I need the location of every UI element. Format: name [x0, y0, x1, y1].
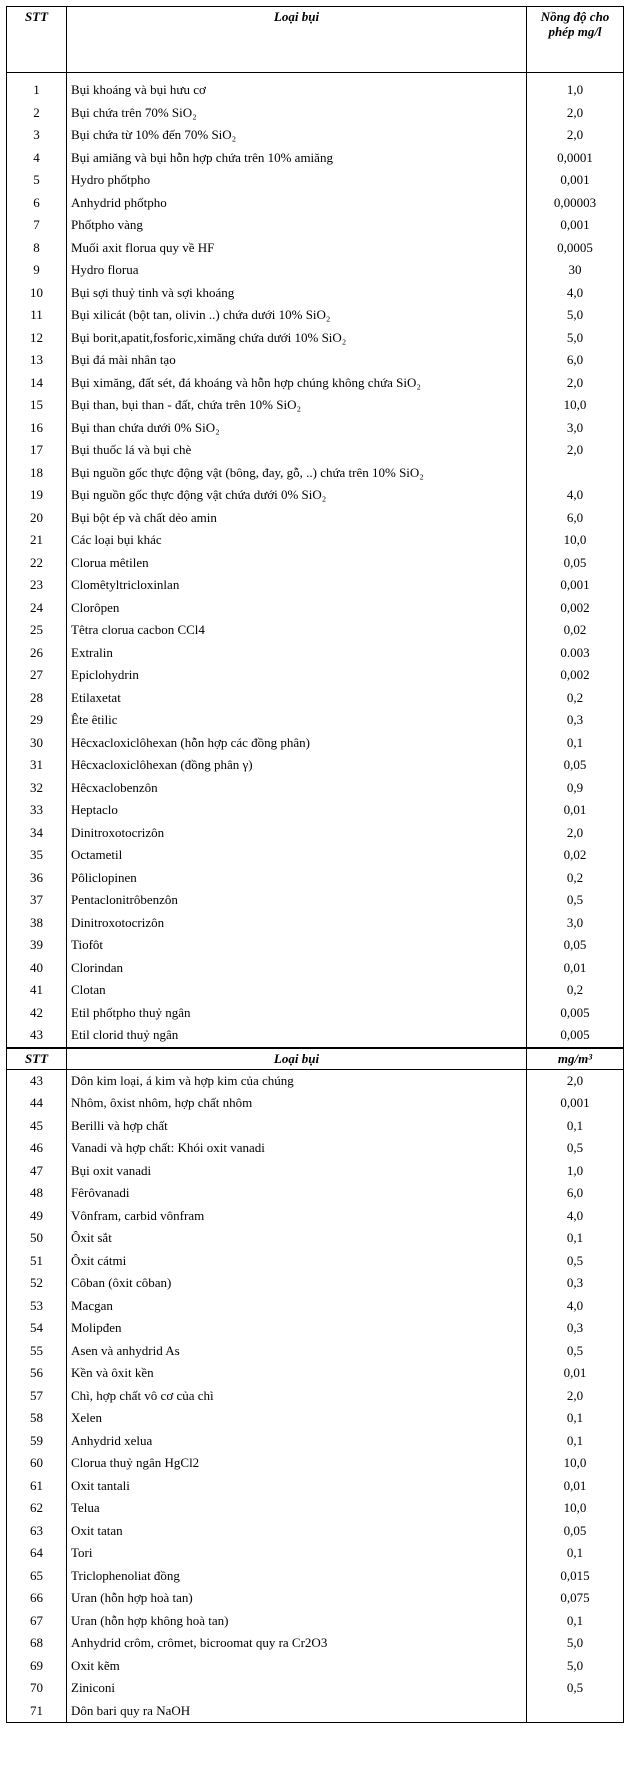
- dust-limits-document: [6, 6, 623, 1723]
- row-value: 0,5: [527, 1677, 624, 1700]
- row-dust-type: Dinitroxotocrizôn: [67, 912, 527, 935]
- row-dust-type: Etil phốtpho thuỷ ngân: [67, 1002, 527, 1025]
- table-row: [7, 799, 624, 822]
- row-stt: 57: [7, 1385, 67, 1408]
- row-value: 0,1: [527, 1115, 624, 1138]
- row-dust-type: Hydro phốtpho: [67, 169, 527, 192]
- row-dust-type: Dôn bari quy ra NaOH: [67, 1700, 527, 1723]
- row-value: 0,5: [527, 889, 624, 912]
- row-dust-type: Clomêtyltricloxinlan: [67, 574, 527, 597]
- row-value: 3,0: [527, 912, 624, 935]
- table-row: [7, 1700, 624, 1723]
- table-row: [7, 664, 624, 687]
- table-row: [7, 1092, 624, 1115]
- row-dust-type: Bụi xilicát (bột tan, olivin ..) chứa dưới 10% SiO₂: [67, 304, 527, 327]
- row-stt: 31: [7, 754, 67, 777]
- row-dust-type: Oxit tantali: [67, 1475, 527, 1498]
- row-stt: 52: [7, 1272, 67, 1295]
- header-unit: mg/m³: [527, 1048, 624, 1070]
- table-row: [7, 912, 624, 935]
- row-stt: 27: [7, 664, 67, 687]
- table-row: [7, 597, 624, 620]
- table-row: [7, 1160, 624, 1183]
- row-value: 4,0: [527, 282, 624, 305]
- row-dust-type: Hêcxacloxiclôhexan (hỗn hợp các đồng phân): [67, 732, 527, 755]
- row-stt: 24: [7, 597, 67, 620]
- table-row: [7, 1340, 624, 1363]
- row-value: 30: [527, 259, 624, 282]
- table-header-liquid: [7, 7, 624, 73]
- row-dust-type: Bụi sợi thuỷ tinh và sợi khoáng: [67, 282, 527, 305]
- table-row: [7, 484, 624, 507]
- row-value: 0,015: [527, 1565, 624, 1588]
- row-value: 2,0: [527, 439, 624, 462]
- row-dust-type: Triclophenoliat đồng: [67, 1565, 527, 1588]
- row-dust-type: Vônfram, carbid vônfram: [67, 1205, 527, 1228]
- row-stt: 11: [7, 304, 67, 327]
- row-dust-type: Bụi khoáng và bụi hưu cơ: [67, 73, 527, 102]
- row-value: 0,1: [527, 1227, 624, 1250]
- row-stt: 62: [7, 1497, 67, 1520]
- row-stt: 29: [7, 709, 67, 732]
- table-row: [7, 1520, 624, 1543]
- table-row: [7, 1542, 624, 1565]
- table-row: [7, 822, 624, 845]
- row-dust-type: Bụi borit,apatit,fosforic,ximăng chứa dưới 10% SiO₂: [67, 327, 527, 350]
- row-stt: 1: [7, 73, 67, 102]
- row-dust-type: Dôn kim loại, á kim và hợp kim của chúng: [67, 1069, 527, 1092]
- row-stt: 4: [7, 147, 67, 170]
- row-stt: 43: [7, 1024, 67, 1048]
- row-stt: 7: [7, 214, 67, 237]
- row-value: 0,9: [527, 777, 624, 800]
- row-value: 0,005: [527, 1024, 624, 1048]
- row-value: 0,001: [527, 214, 624, 237]
- table-row: [7, 372, 624, 395]
- table-row: [7, 1069, 624, 1092]
- row-value: 3,0: [527, 417, 624, 440]
- row-dust-type: Macgan: [67, 1295, 527, 1318]
- table-row: [7, 214, 624, 237]
- row-dust-type: Ôxit sắt: [67, 1227, 527, 1250]
- row-value: 4,0: [527, 484, 624, 507]
- row-value: 4,0: [527, 1295, 624, 1318]
- row-value: 2,0: [527, 1385, 624, 1408]
- row-value: 6,0: [527, 349, 624, 372]
- table-row: [7, 1677, 624, 1700]
- table-row: [7, 777, 624, 800]
- table-row: [7, 889, 624, 912]
- table-row: [7, 1317, 624, 1340]
- row-value: 0,001: [527, 169, 624, 192]
- row-dust-type: Clorua thuỷ ngân HgCl2: [67, 1452, 527, 1475]
- row-value: 0,2: [527, 979, 624, 1002]
- row-value: 0,3: [527, 1317, 624, 1340]
- row-stt: 45: [7, 1115, 67, 1138]
- dust-limits-table: [6, 6, 624, 1723]
- table-row: [7, 237, 624, 260]
- table-row: [7, 1250, 624, 1273]
- row-stt: 59: [7, 1430, 67, 1453]
- header-dust-type: Loại bụi: [67, 7, 527, 73]
- table-row: [7, 1497, 624, 1520]
- row-stt: 54: [7, 1317, 67, 1340]
- row-dust-type: Pôliclopinen: [67, 867, 527, 890]
- row-dust-type: Nhôm, ôxist nhôm, hợp chất nhôm: [67, 1092, 527, 1115]
- row-dust-type: Ête êtilic: [67, 709, 527, 732]
- table-row: [7, 732, 624, 755]
- table-row: [7, 1362, 624, 1385]
- row-value: 2,0: [527, 1069, 624, 1092]
- row-dust-type: Asen và anhydrid As: [67, 1340, 527, 1363]
- table-row: [7, 282, 624, 305]
- row-dust-type: Berilli và hợp chất: [67, 1115, 527, 1138]
- row-stt: 39: [7, 934, 67, 957]
- row-stt: 42: [7, 1002, 67, 1025]
- row-stt: 41: [7, 979, 67, 1002]
- table-row: [7, 1002, 624, 1025]
- row-dust-type: Bụi chứa trên 70% SiO₂: [67, 102, 527, 125]
- row-stt: 14: [7, 372, 67, 395]
- table-row: [7, 102, 624, 125]
- row-value: 0,01: [527, 957, 624, 980]
- row-value: 4,0: [527, 1205, 624, 1228]
- table-row: [7, 417, 624, 440]
- row-stt: 33: [7, 799, 67, 822]
- row-value: 0,001: [527, 1092, 624, 1115]
- row-dust-type: Uran (hỗn hợp hoà tan): [67, 1587, 527, 1610]
- table-row: [7, 979, 624, 1002]
- row-value: 10,0: [527, 394, 624, 417]
- row-dust-type: Oxit kẽm: [67, 1655, 527, 1678]
- row-value: 1,0: [527, 1160, 624, 1183]
- row-stt: 48: [7, 1182, 67, 1205]
- table-row: [7, 1407, 624, 1430]
- row-dust-type: Heptaclo: [67, 799, 527, 822]
- row-dust-type: Octametil: [67, 844, 527, 867]
- row-value: 6,0: [527, 507, 624, 530]
- row-stt: 50: [7, 1227, 67, 1250]
- row-value: 0,05: [527, 1520, 624, 1543]
- table-row: [7, 1385, 624, 1408]
- table-row: [7, 1632, 624, 1655]
- row-stt: 47: [7, 1160, 67, 1183]
- row-dust-type: Côban (ôxit côban): [67, 1272, 527, 1295]
- row-stt: 2: [7, 102, 67, 125]
- row-stt: 10: [7, 282, 67, 305]
- row-stt: 44: [7, 1092, 67, 1115]
- row-dust-type: Têtra clorua cacbon CCl4: [67, 619, 527, 642]
- row-stt: 9: [7, 259, 67, 282]
- row-dust-type: Clotan: [67, 979, 527, 1002]
- row-stt: 32: [7, 777, 67, 800]
- row-stt: 55: [7, 1340, 67, 1363]
- row-stt: 21: [7, 529, 67, 552]
- table-row: [7, 169, 624, 192]
- row-dust-type: Extralin: [67, 642, 527, 665]
- row-value: 0,01: [527, 799, 624, 822]
- row-stt: 51: [7, 1250, 67, 1273]
- row-value: 0,05: [527, 934, 624, 957]
- row-stt: 71: [7, 1700, 67, 1723]
- row-stt: 66: [7, 1587, 67, 1610]
- row-value: 0,1: [527, 1542, 624, 1565]
- row-value: 2,0: [527, 102, 624, 125]
- row-dust-type: Molipđen: [67, 1317, 527, 1340]
- row-dust-type: Bụi ximăng, đất sét, đá khoáng và hỗn hợp chúng không chứa SiO₂: [67, 372, 527, 395]
- row-dust-type: Etilaxetat: [67, 687, 527, 710]
- row-stt: 60: [7, 1452, 67, 1475]
- row-stt: 20: [7, 507, 67, 530]
- row-stt: 61: [7, 1475, 67, 1498]
- table-row: [7, 574, 624, 597]
- table-row: [7, 394, 624, 417]
- table-row: [7, 552, 624, 575]
- table-row: [7, 709, 624, 732]
- row-dust-type: Clorôpen: [67, 597, 527, 620]
- table-row: [7, 1137, 624, 1160]
- table-row: [7, 1295, 624, 1318]
- table-row: [7, 147, 624, 170]
- row-stt: 8: [7, 237, 67, 260]
- row-value: 0,02: [527, 619, 624, 642]
- table-row: [7, 73, 624, 102]
- row-dust-type: Epiclohydrin: [67, 664, 527, 687]
- row-dust-type: Hydro florua: [67, 259, 527, 282]
- row-stt: 38: [7, 912, 67, 935]
- row-dust-type: Anhydrid xelua: [67, 1430, 527, 1453]
- row-dust-type: Fêrôvanadi: [67, 1182, 527, 1205]
- row-dust-type: Kền và ôxit kền: [67, 1362, 527, 1385]
- row-dust-type: Xelen: [67, 1407, 527, 1430]
- table-row: [7, 1452, 624, 1475]
- row-value: 2,0: [527, 822, 624, 845]
- row-dust-type: Clorindan: [67, 957, 527, 980]
- row-stt: 67: [7, 1610, 67, 1633]
- table-row: [7, 192, 624, 215]
- row-stt: 16: [7, 417, 67, 440]
- row-stt: 19: [7, 484, 67, 507]
- row-value: 0,0001: [527, 147, 624, 170]
- table-row: [7, 124, 624, 147]
- row-stt: 40: [7, 957, 67, 980]
- row-stt: 64: [7, 1542, 67, 1565]
- table-header-air: [7, 1048, 624, 1070]
- row-value: 10,0: [527, 1452, 624, 1475]
- row-stt: 22: [7, 552, 67, 575]
- row-dust-type: Bụi nguồn gốc thực động vật chứa dưới 0% SiO₂: [67, 484, 527, 507]
- table-row: [7, 1475, 624, 1498]
- row-value: 0,1: [527, 1430, 624, 1453]
- row-stt: 30: [7, 732, 67, 755]
- row-dust-type: Ôxit cátmi: [67, 1250, 527, 1273]
- table-row: [7, 1272, 624, 1295]
- table-row: [7, 1430, 624, 1453]
- row-value: 0,2: [527, 687, 624, 710]
- table-row: [7, 462, 624, 485]
- row-value: 0,05: [527, 754, 624, 777]
- row-stt: 5: [7, 169, 67, 192]
- row-stt: 49: [7, 1205, 67, 1228]
- row-dust-type: Bụi bột ép và chất dẻo amin: [67, 507, 527, 530]
- header-stt: STT: [7, 7, 67, 73]
- row-dust-type: Etil clorid thuỷ ngân: [67, 1024, 527, 1048]
- row-value: 0,5: [527, 1137, 624, 1160]
- row-value: 5,0: [527, 304, 624, 327]
- row-value: 0,002: [527, 664, 624, 687]
- row-stt: 12: [7, 327, 67, 350]
- row-value: 0,05: [527, 552, 624, 575]
- table-row: [7, 529, 624, 552]
- row-stt: 15: [7, 394, 67, 417]
- row-dust-type: Hêcxaclobenzôn: [67, 777, 527, 800]
- row-stt: 18: [7, 462, 67, 485]
- row-value: [527, 462, 624, 485]
- table-row: [7, 934, 624, 957]
- table-row: [7, 259, 624, 282]
- row-value: 10,0: [527, 1497, 624, 1520]
- row-value: 6,0: [527, 1182, 624, 1205]
- table-row: [7, 1610, 624, 1633]
- row-dust-type: Dinitroxotocrizôn: [67, 822, 527, 845]
- row-value: 1,0: [527, 73, 624, 102]
- row-stt: 25: [7, 619, 67, 642]
- row-stt: 37: [7, 889, 67, 912]
- row-stt: 43: [7, 1069, 67, 1092]
- row-stt: 23: [7, 574, 67, 597]
- row-stt: 6: [7, 192, 67, 215]
- row-stt: 46: [7, 1137, 67, 1160]
- row-stt: 35: [7, 844, 67, 867]
- table-row: [7, 867, 624, 890]
- row-dust-type: Vanadi và hợp chất: Khói oxit vanadi: [67, 1137, 527, 1160]
- header-dust-type: Loại bụi: [67, 1048, 527, 1070]
- row-value: 5,0: [527, 1632, 624, 1655]
- row-value: 0,01: [527, 1475, 624, 1498]
- table-row: [7, 844, 624, 867]
- row-dust-type: Phốtpho vàng: [67, 214, 527, 237]
- table-row: [7, 642, 624, 665]
- row-stt: 36: [7, 867, 67, 890]
- row-stt: 65: [7, 1565, 67, 1588]
- row-dust-type: Bụi nguồn gốc thực động vật (bông, đay, gỗ, ..) chứa trên 10% SiO₂: [67, 462, 527, 485]
- row-dust-type: Anhydrid phốtpho: [67, 192, 527, 215]
- row-dust-type: Muối axit florua quy về HF: [67, 237, 527, 260]
- row-value: 0,3: [527, 709, 624, 732]
- row-value: 0,1: [527, 732, 624, 755]
- row-value: 0,1: [527, 1610, 624, 1633]
- row-stt: 56: [7, 1362, 67, 1385]
- row-value: 0,005: [527, 1002, 624, 1025]
- row-stt: 63: [7, 1520, 67, 1543]
- row-dust-type: Bụi đá mài nhân tạo: [67, 349, 527, 372]
- table-row: [7, 507, 624, 530]
- row-value: 0.003: [527, 642, 624, 665]
- row-dust-type: Chì, hợp chất vô cơ của chì: [67, 1385, 527, 1408]
- row-dust-type: Bụi chứa từ 10% đến 70% SiO₂: [67, 124, 527, 147]
- table-row: [7, 439, 624, 462]
- table-row: [7, 1182, 624, 1205]
- table-row: [7, 1205, 624, 1228]
- table-row: [7, 327, 624, 350]
- row-value: 0,0005: [527, 237, 624, 260]
- table-row: [7, 1565, 624, 1588]
- row-stt: 26: [7, 642, 67, 665]
- row-stt: 70: [7, 1677, 67, 1700]
- row-value: [527, 1700, 624, 1723]
- row-stt: 34: [7, 822, 67, 845]
- row-dust-type: Bụi than chứa dưới 0% SiO₂: [67, 417, 527, 440]
- row-value: 0,002: [527, 597, 624, 620]
- row-value: 0,2: [527, 867, 624, 890]
- row-value: 2,0: [527, 124, 624, 147]
- row-dust-type: Anhydrid crôm, crômet, bicroomat quy ra Cr2O3: [67, 1632, 527, 1655]
- row-dust-type: Pentaclonitrôbenzôn: [67, 889, 527, 912]
- row-dust-type: Bụi amiăng và bụi hỗn hợp chứa trên 10% amiăng: [67, 147, 527, 170]
- table-row: [7, 304, 624, 327]
- row-value: 0,5: [527, 1340, 624, 1363]
- row-dust-type: Uran (hỗn hợp không hoà tan): [67, 1610, 527, 1633]
- row-dust-type: Bụi than, bụi than - đất, chứa trên 10% SiO₂: [67, 394, 527, 417]
- table-row: [7, 1024, 624, 1048]
- row-value: 0,001: [527, 574, 624, 597]
- header-allowed-concentration: Nồng độ cho phép mg/l: [527, 7, 624, 73]
- header-stt: STT: [7, 1048, 67, 1070]
- row-value: 0,02: [527, 844, 624, 867]
- row-dust-type: Tiofôt: [67, 934, 527, 957]
- table-row: [7, 1655, 624, 1678]
- row-dust-type: Bụi oxit vanadi: [67, 1160, 527, 1183]
- table-row: [7, 349, 624, 372]
- table-row: [7, 1227, 624, 1250]
- row-dust-type: Ziniconi: [67, 1677, 527, 1700]
- row-value: 5,0: [527, 327, 624, 350]
- table-row: [7, 1587, 624, 1610]
- row-dust-type: Telua: [67, 1497, 527, 1520]
- row-dust-type: Bụi thuốc lá và bụi chè: [67, 439, 527, 462]
- row-value: 2,0: [527, 372, 624, 395]
- row-stt: 13: [7, 349, 67, 372]
- table-row: [7, 619, 624, 642]
- row-dust-type: Clorua mêtilen: [67, 552, 527, 575]
- row-value: 0,00003: [527, 192, 624, 215]
- row-dust-type: Oxit tatan: [67, 1520, 527, 1543]
- row-dust-type: Hêcxacloxiclôhexan (đồng phân γ): [67, 754, 527, 777]
- row-dust-type: Các loại bụi khác: [67, 529, 527, 552]
- row-stt: 3: [7, 124, 67, 147]
- row-value: 0,075: [527, 1587, 624, 1610]
- table-row: [7, 687, 624, 710]
- row-value: 0,01: [527, 1362, 624, 1385]
- row-stt: 28: [7, 687, 67, 710]
- table-body: [7, 7, 624, 1723]
- table-row: [7, 1115, 624, 1138]
- row-value: 5,0: [527, 1655, 624, 1678]
- row-value: 0,1: [527, 1407, 624, 1430]
- row-stt: 17: [7, 439, 67, 462]
- table-row: [7, 754, 624, 777]
- row-value: 10,0: [527, 529, 624, 552]
- row-value: 0,3: [527, 1272, 624, 1295]
- row-dust-type: Tori: [67, 1542, 527, 1565]
- table-row: [7, 957, 624, 980]
- row-stt: 69: [7, 1655, 67, 1678]
- row-value: 0,5: [527, 1250, 624, 1273]
- row-stt: 68: [7, 1632, 67, 1655]
- row-stt: 58: [7, 1407, 67, 1430]
- row-stt: 53: [7, 1295, 67, 1318]
